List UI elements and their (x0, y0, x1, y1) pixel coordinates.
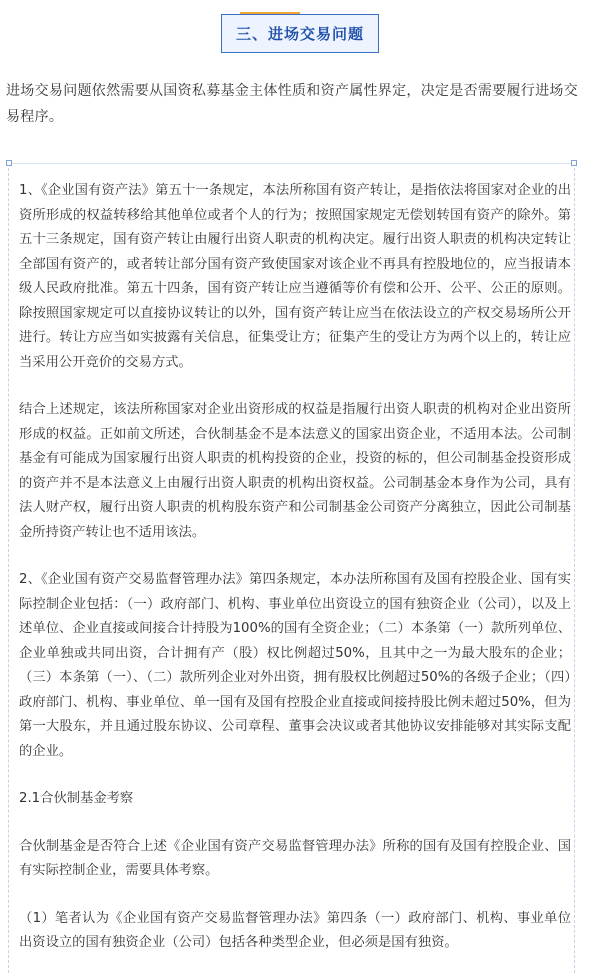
corner-handle-icon (571, 160, 577, 166)
paragraph-transaction-rules: 2、《企业国有资产交易监督管理办法》第四条规定，本办法所称国有及国有控股企业、国有实际控制企业包括：（一）政府部门、机构、事业单位出资设立的国有独资企业（公司），以及上述单位、企业直接或间接合计持股为100%的国有全资企业；（二）本条第（一）款所列单位、企业单独或共同出资，合计拥有产（股）权比例超过50%，且其中之一为最大股东的企业；（三）本条第（一）、（二）款所列企业对外出资，拥有股权比例超过50%的各级子企业；（四）政府部门、机构、事业单位、单一国有及国有控股企业直接或间接持股比例未超过50%，但为第一大股东，并且通过股东协议、公司章程、董事会决议或者其他协议安排能够对其实际支配的企业。 (19, 572, 571, 759)
subheading-partnership-fund: 2.1合伙制基金考察 (19, 791, 134, 806)
heading-wrap (0, 14, 600, 53)
paragraph-conclusion: 结合上述规定，该法所称国家对企业出资形成的权益是指履行出资人职责的机构对企业出资所形成的权益。正如前文所述，合伙制基金不是本法意义的国家出资企业，不适用本法。公司制基金有可能成为国家履行出资人职责的机构投资的企业，投资的标的，但公司制基金投资形成的资产并不是本法意义上由履行出资人职责的机构出资权益。公司制基金本身作为公司，具有法人财产权，履行出资人职责的机构股东资产和公司制基金公司资产分离独立，因此公司制基金所持资产转让也不适用该法。 (19, 402, 571, 540)
section-heading: 三、进场交易问题 (221, 14, 379, 53)
corner-handle-icon (6, 160, 12, 166)
paragraph-partnership-review: 合伙制基金是否符合上述《企业国有资产交易监督管理办法》所称的国有及国有控股企业、国有实际控制企业，需要具体考察。 (19, 838, 571, 878)
intro-paragraph: 进场交易问题依然需要从国资私募基金主体性质和资产属性界定，决定是否需要履行进场交易程序。 (6, 83, 578, 125)
content-box (8, 163, 575, 973)
paragraph-author-opinion: （1）笔者认为《企业国有资产交易监督管理办法》第四条（一）政府部门、机构、事业单位出资设立的国有独资企业（公司）包括各种类型企业，但必须是国有独资。 (19, 910, 571, 950)
article-body (19, 179, 571, 979)
paragraph-state-assets-law: 1、《企业国有资产法》第五十一条规定，本法所称国有资产转让，是指依法将国家对企业的出资所形成的权益转移给其他单位或者个人的行为；按照国家规定无偿划转国有资产的除外。第五十三条规定，国有资产转让由履行出资人职责的机构决定。履行出资人职责的机构决定转让全部国有资产的，或者转让部分国有资产致使国家对该企业不再具有控股地位的，应当报请本级人民政府批准。第五十四条，国有资产转让应当遵循等价有偿和公开、公平、公正的原则。除按照国家规定可以直接协议转让的以外，国有资产转让应当在依法设立的产权交易场所公开进行。转让方应当如实披露有关信息，征集受让方；征集产生的受让方为两个以上的，转让应当采用公开竞价的交易方式。 (19, 183, 571, 370)
box-top-line (9, 163, 574, 164)
